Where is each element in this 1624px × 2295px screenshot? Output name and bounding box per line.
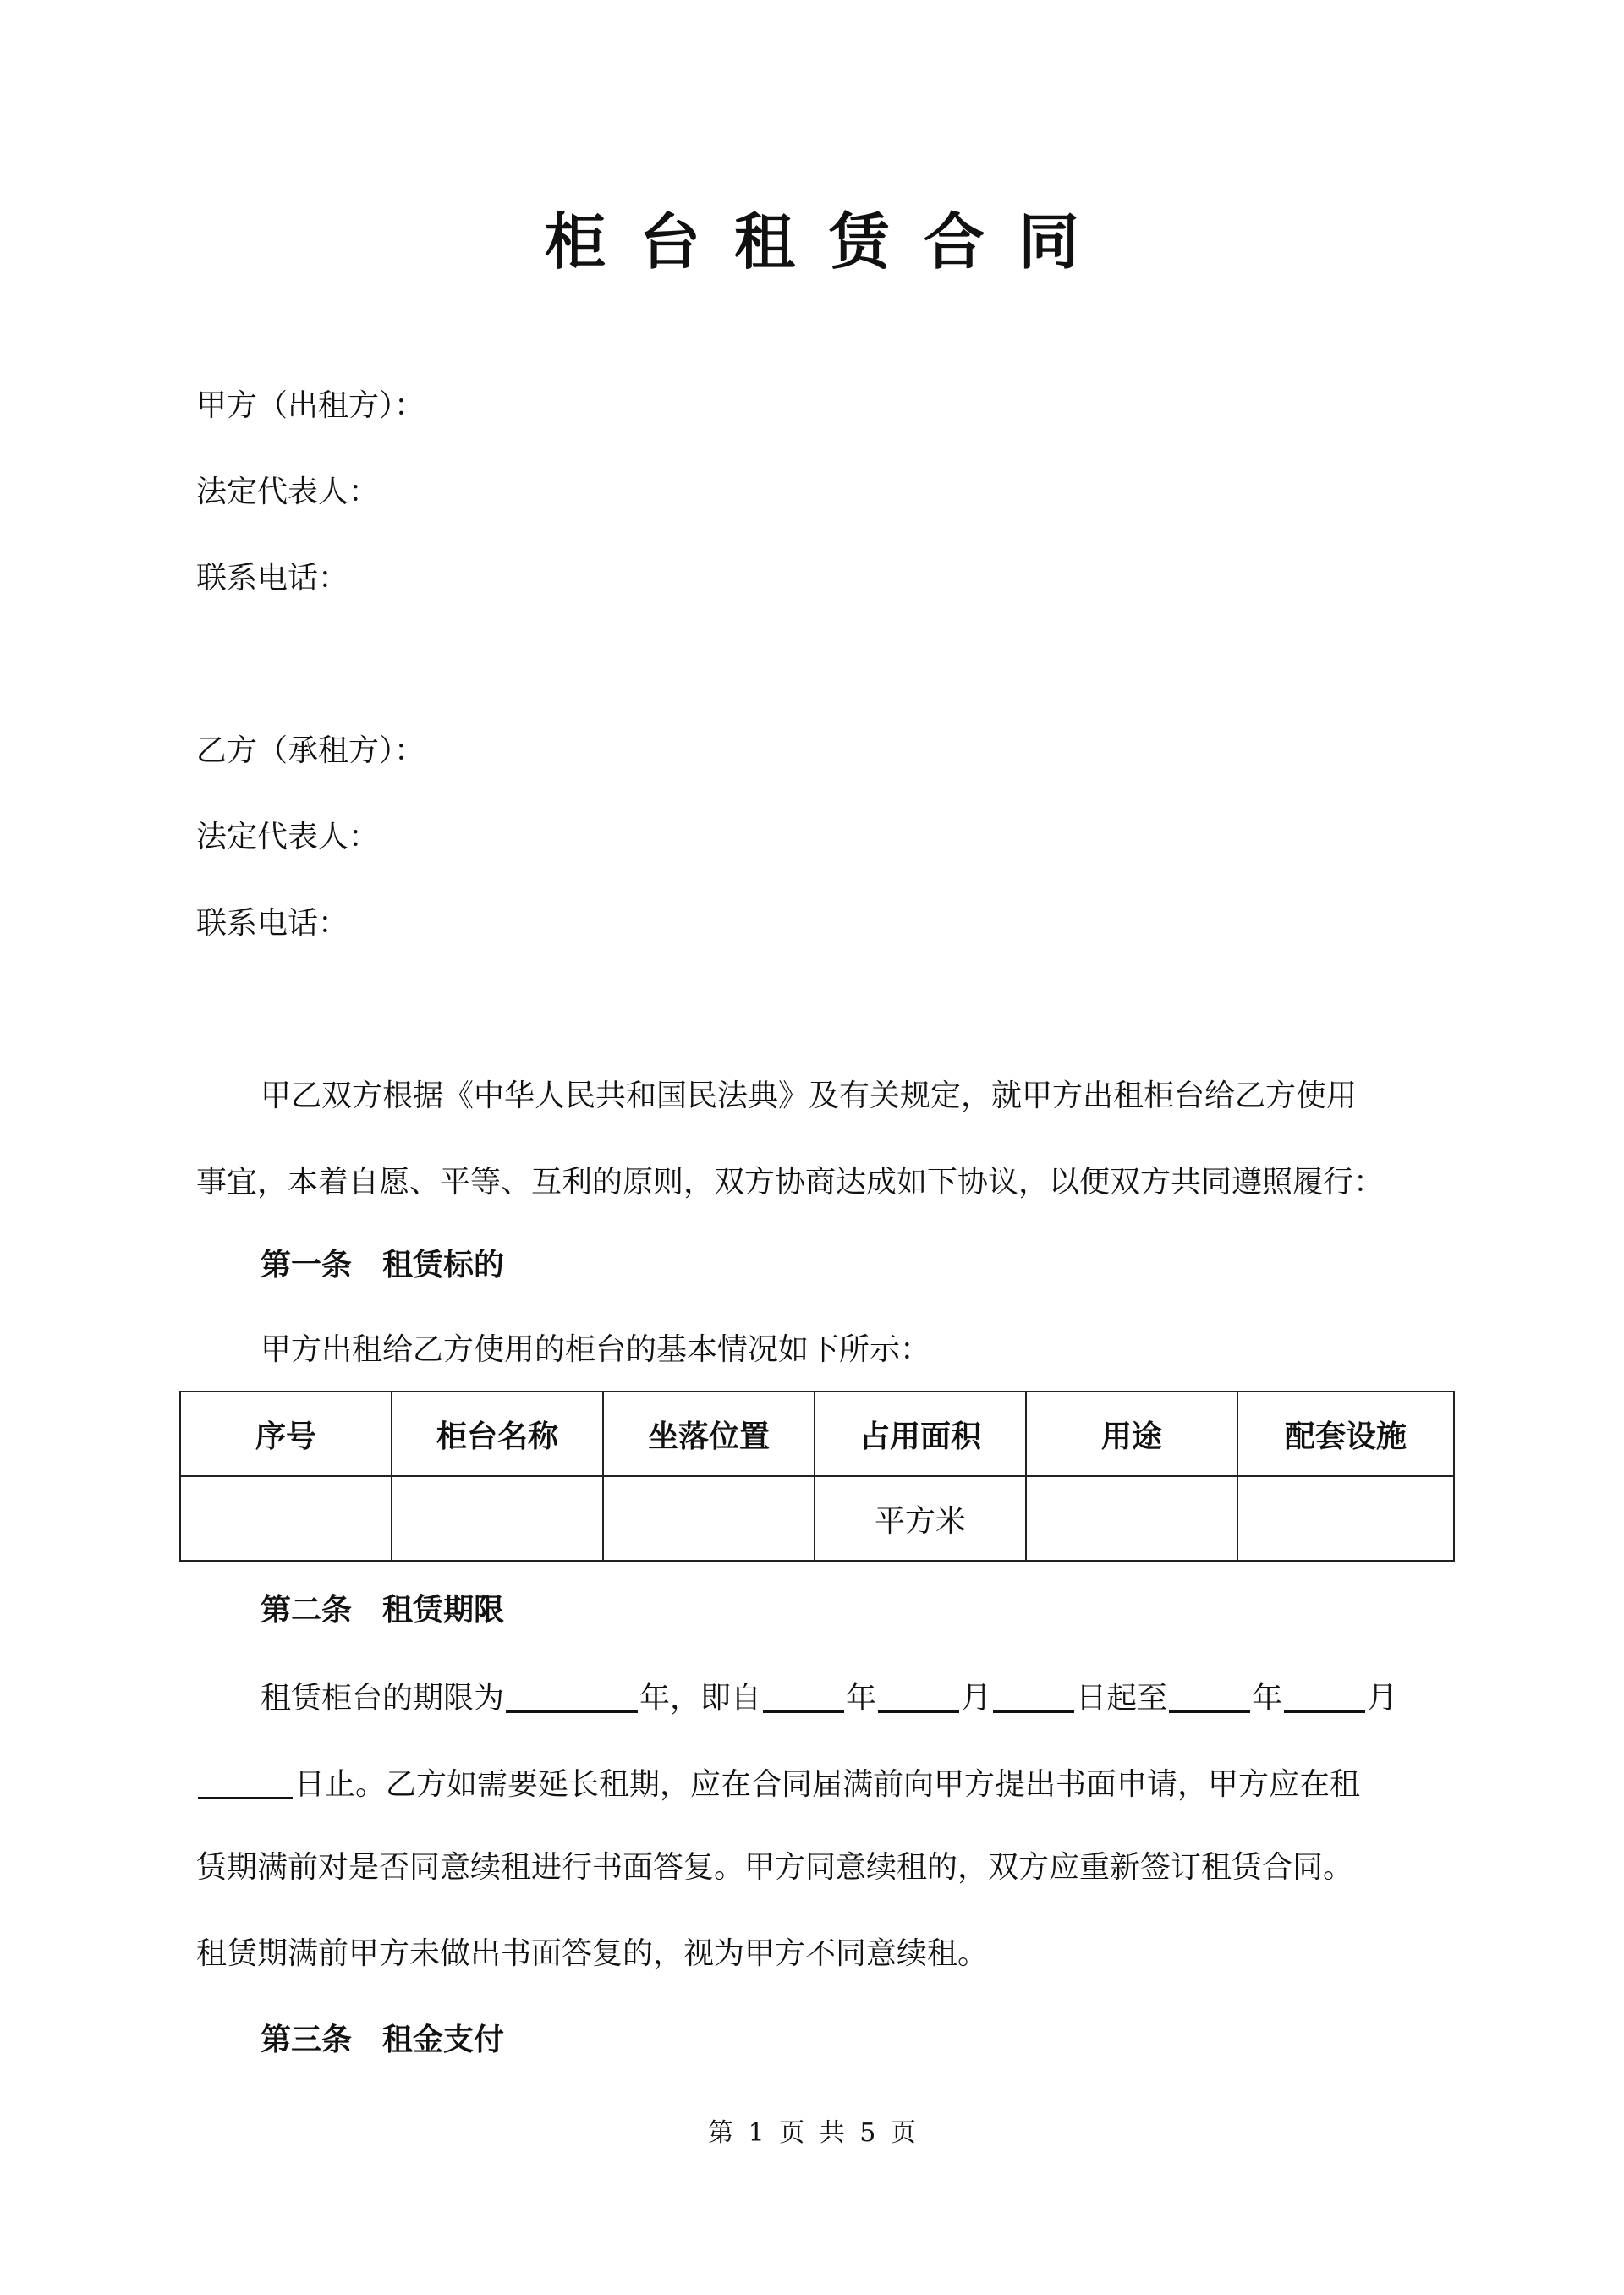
party-a-name-label: 甲方（出租方）：	[196, 388, 425, 423]
table-row	[180, 1476, 1454, 1561]
preamble-line-1: 甲乙双方根据《中华人民共和国民法典》及有关规定，就甲方出租柜台给乙方使用	[261, 1079, 1358, 1113]
header-purpose: 用途	[1026, 1392, 1237, 1476]
month-2-text: 月	[1367, 1681, 1398, 1716]
party-b-phone-label: 联系电话：	[196, 906, 349, 941]
article-1-heading: 第一条 租赁标的	[261, 1248, 505, 1282]
party-a-rep-label: 法定代表人：	[196, 475, 380, 509]
cell-counter-name	[392, 1476, 603, 1561]
cell-purpose	[1026, 1476, 1237, 1561]
start-year-blank	[763, 1680, 844, 1713]
term-years-blank	[506, 1680, 638, 1713]
start-month-blank	[878, 1680, 959, 1713]
cell-facilities	[1237, 1476, 1454, 1561]
term-prefix-text: 租赁柜台的期限为	[261, 1681, 505, 1716]
article-2-line-3: 赁期满前对是否同意续租进行书面答复。甲方同意续租的，双方应重新签订租赁合同。	[196, 1850, 1354, 1885]
cell-location	[603, 1476, 815, 1561]
party-b-rep-label: 法定代表人：	[196, 820, 380, 854]
party-b-name-label: 乙方（承租方）：	[196, 733, 425, 768]
table-header-row	[180, 1392, 1454, 1476]
year-text: 年	[846, 1681, 877, 1716]
day-until-text: 日起至	[1076, 1681, 1168, 1716]
preamble-line-2: 事宜，本着自愿、平等、互利的原则，双方协商达成如下协议，以便双方共同遵照履行：	[196, 1165, 1385, 1200]
document-title: 柜台租赁合同	[544, 206, 1113, 277]
end-day-blank	[198, 1766, 293, 1799]
article-2-line-2	[196, 1761, 1360, 1805]
header-counter-name: 柜台名称	[392, 1392, 603, 1476]
article-2-heading: 第二条 租赁期限	[261, 1593, 505, 1628]
header-area: 占用面积	[815, 1392, 1026, 1476]
month-text: 月	[961, 1681, 992, 1716]
party-a-phone-label: 联系电话：	[196, 561, 349, 596]
lease-subject-table	[179, 1391, 1455, 1562]
term-end-text: 日止。乙方如需要延长租期，应在合同届满前向甲方提出书面申请，甲方应在租	[294, 1767, 1361, 1802]
header-facilities: 配套设施	[1237, 1392, 1454, 1476]
year-from-text: 年，即自	[639, 1681, 762, 1716]
header-serial-number: 序号	[180, 1392, 392, 1476]
cell-area: 平方米	[815, 1476, 1026, 1561]
article-1-intro: 甲方出租给乙方使用的柜台的基本情况如下所示：	[261, 1332, 931, 1367]
article-3-heading: 第三条 租金支付	[261, 2023, 505, 2057]
article-2-line-4: 租赁期满前甲方未做出书面答复的，视为甲方不同意续租。	[196, 1936, 989, 1971]
end-month-blank	[1284, 1680, 1365, 1713]
page-number-footer: 第 1 页 共 5 页	[708, 2118, 916, 2148]
article-2-line-1	[261, 1675, 1397, 1719]
start-day-blank	[993, 1680, 1074, 1713]
cell-serial-number	[180, 1476, 392, 1561]
year-2-text: 年	[1252, 1681, 1283, 1716]
end-year-blank	[1169, 1680, 1250, 1713]
header-location: 坐落位置	[603, 1392, 815, 1476]
